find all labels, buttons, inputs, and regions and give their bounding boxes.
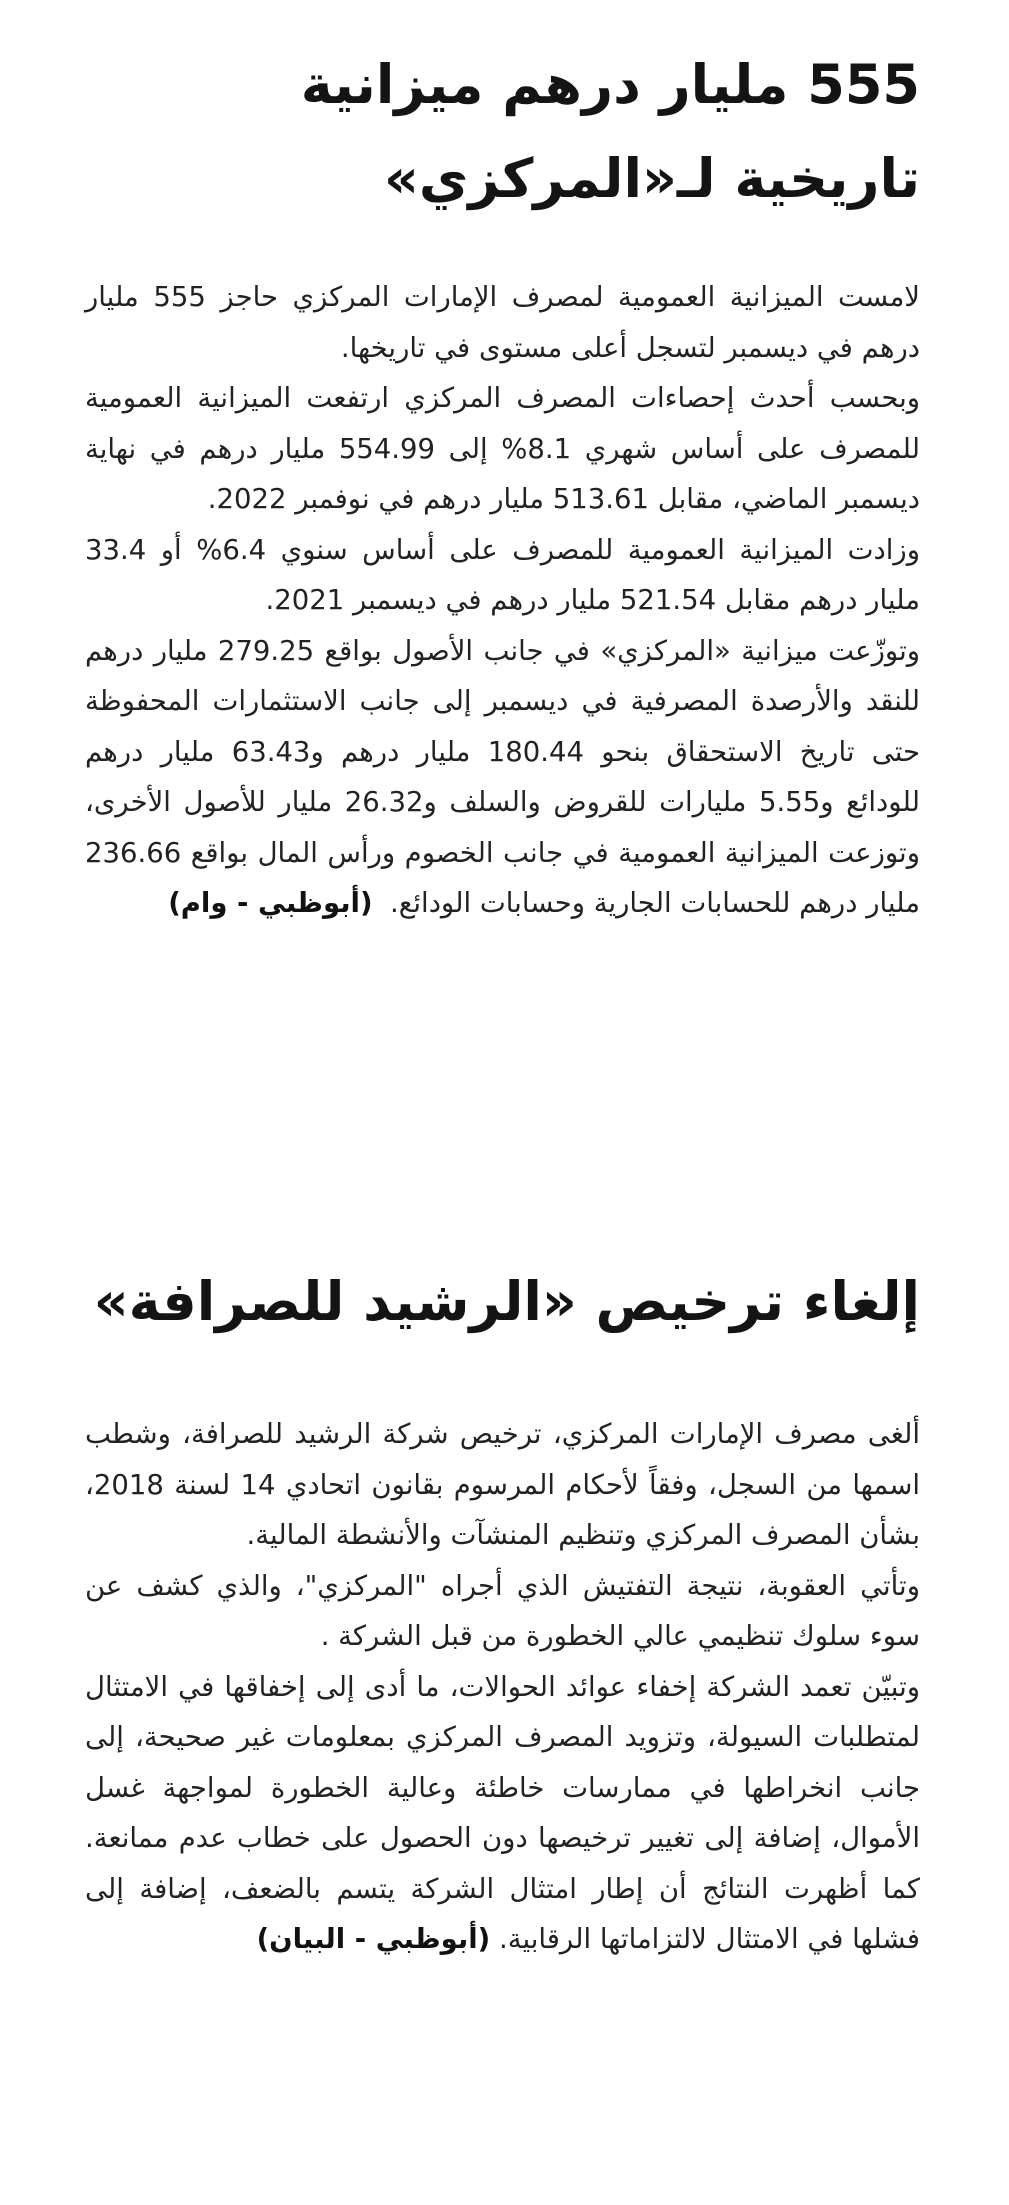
article-paragraph-with-credit: [85, 626, 920, 929]
article-paragraph: وتأتي العقوبة، نتيجة التفتيش الذي أجراه "المركزي"، والذي كشف عن سوء سلوك تنظيمي عالي الخطورة من قبل الشركة .: [85, 1569, 920, 1652]
article-license-revocation: [85, 1255, 920, 1965]
article-paragraph: وزادت الميزانية العمومية للمصرف على أساس سنوي 6.4% أو 33.4 مليار درهم مقابل 521.54 مليار درهم في ديسمبر 2021.: [85, 533, 920, 616]
source-credit: (أبوظبي - وام): [168, 887, 373, 919]
headline-line: تاريخية لـ«المركزي»: [384, 147, 920, 210]
article-headline: [85, 1255, 920, 1349]
article-paragraph-with-credit: [85, 1662, 920, 1965]
article-headline: [85, 38, 920, 226]
article-central-bank-budget: [85, 38, 920, 929]
headline-line: إلغاء ترخيص «الرشيد للصرافة»: [93, 1270, 920, 1333]
headline-line: 555 مليار درهم ميزانية: [300, 53, 920, 116]
source-credit: (أبوظبي - البيان): [256, 1923, 491, 1955]
article-paragraph-text: وتوزّعت ميزانية «المركزي» في جانب الأصول بواقع 279.25 مليار درهم للنقد والأرصدة المصرفية في ديسمبر إلى جانب الاستثمارات المحفوظة حتى تاريخ الاستحقاق بنحو 180.44 مليار درهم و63.43 مليار درهم للودائع و5.55 مليارات للقروض والسلف و26.32 مليار للأصول الأخرى، وتوزعت الميزانية العمومية في جانب الخصوم ورأس المال بواقع 236.66 مليار درهم للحسابات الجارية وحسابات الودائع.: [85, 634, 920, 919]
article-paragraph: ألغى مصرف الإمارات المركزي، ترخيص شركة الرشيد للصرافة، وشطب اسمها من السجل، وفقاً لأحكام المرسوم بقانون اتحادي 14 لسنة 2018، بشأن المصرف المركزي وتنظيم المنشآت والأنشطة المالية.: [85, 1418, 921, 1551]
article-paragraph: لامست الميزانية العمومية لمصرف الإمارات المركزي حاجز 555 مليار درهم في ديسمبر لتسجل أعلى مستوى في تاريخها.: [85, 281, 920, 364]
article-paragraph: وبحسب أحدث إحصاءات المصرف المركزي ارتفعت الميزانية العمومية للمصرف على أساس شهري 8.1% إلى 554.99 مليار درهم في نهاية ديسمبر الماضي، مقابل 513.61 مليار درهم في نوفمبر 2022.: [85, 382, 921, 515]
article-paragraph-text: وتبيّن تعمد الشركة إخفاء عوائد الحوالات، ما أدى إلى إخفاقها في الامتثال لمتطلبات السيولة، وتزويد المصرف المركزي بمعلومات غير صحيحة، إلى جانب انخراطها في ممارسات خاطئة وعالية الخطورة لمواجهة غسل الأموال، إضافة إلى تغيير ترخيصها دون الحصول على خطاب عدم ممانعة. كما أظهرت النتائج أن إطار امتثال الشركة يتسم بالضعف، إضافة إلى فشلها في الامتثال لالتزاماتها الرقابية.: [85, 1670, 920, 1955]
article-body: [85, 1409, 920, 1965]
article-body: [85, 272, 920, 929]
